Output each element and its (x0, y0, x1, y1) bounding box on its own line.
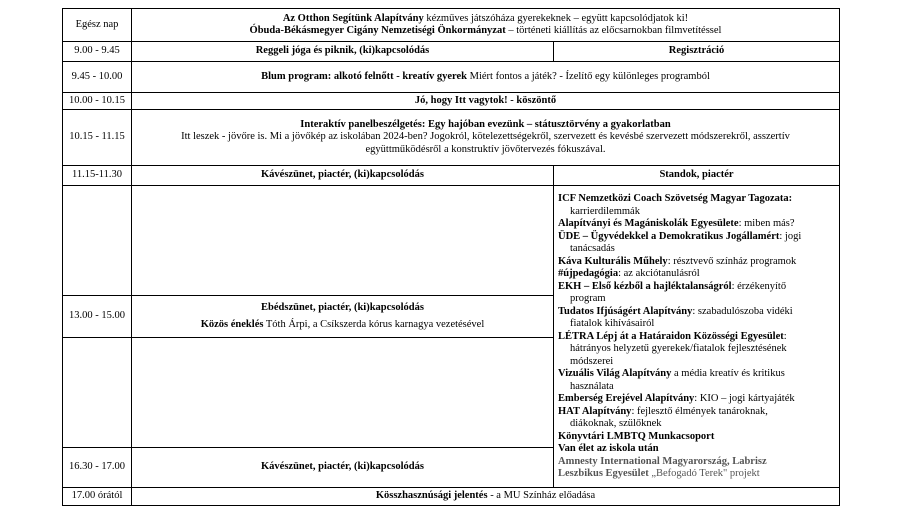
org-desc: kézműves játszóháza gyerekeknek – együtt kapcsolódjatok ki! (423, 12, 689, 24)
session-desc: Itt leszek - jövőre is. Mi a jövőkép az iskolában 2024-ben? Jogokról, kötelezettségekről, szervezett és kevésbé szervezett módszerekről, asszertív (181, 131, 790, 143)
workshop-list (132, 338, 554, 448)
workshop-label-cell (63, 338, 132, 448)
stand-name: Alapítványi és Magániskolák Egyesülete (558, 218, 739, 230)
stand-name: Van élet az iskola után (558, 443, 659, 455)
time-cell: Egész nap (63, 9, 132, 42)
session-title: Kávészünet, piactér, (ki)kapcsolódás (132, 448, 554, 488)
stand-desc: fiatalok kihívásairól (570, 318, 655, 330)
time-cell: 10.15 - 11.15 (63, 110, 132, 166)
session-subtitle: Közös éneklés (200, 318, 264, 330)
session-title: Reggeli jóga és piknik, (ki)kapcsolódás (132, 42, 554, 62)
time-cell: 16.30 - 17.00 (63, 448, 132, 488)
stand-desc: : érzékenyítő (731, 280, 787, 292)
org-desc: – történeti kiállítás az előcsarnokban filmvetítéssel (505, 25, 722, 36)
stand-name: LÉTRA Lépj át a Határaidon Közösségi Egyesület (558, 330, 784, 342)
stand-desc: tanácsadás (570, 243, 615, 255)
stand-name: #újpedagógia (558, 268, 619, 280)
stand-desc: : szabadulószoba vidéki (692, 305, 793, 317)
side-title: Regisztráció (554, 42, 840, 62)
stand-desc: a média kreatív és kritikus (671, 368, 785, 380)
org-name: Óbuda-Békásmegyer Cigány Nemzetiségi Önkormányzat (249, 25, 506, 36)
stand-desc: : az akciótanulásról (618, 268, 700, 280)
stand-name: ÜDE – Ügyvédekkel a Demokratikus Jogállamért (558, 230, 780, 242)
stand-desc: módszerei (570, 355, 614, 367)
workshop-label-cell (63, 186, 132, 296)
time-cell: 11.15-11.30 (63, 166, 132, 186)
stand-name: EKH – Első kézből a hajléktalanságról (558, 280, 732, 292)
stand-name: Könyvtári LMBTQ Munkacsoport (558, 430, 715, 442)
row-1700 (63, 488, 840, 506)
stand-name: Emberség Erejével Alapítvány (558, 393, 695, 405)
stand-name: Káva Kulturális Műhely (558, 255, 668, 267)
stand-desc: : (783, 330, 787, 342)
program-schedule (62, 8, 839, 506)
program-table (62, 8, 840, 506)
time-cell: 17.00 órától (63, 488, 132, 506)
stand-name: Vizuális Világ Alapítvány (558, 368, 672, 380)
stand-desc: hátrányos helyzetű gyerekek/fiatalok fejlesztésének (570, 343, 787, 355)
workshop-list (132, 186, 554, 296)
stand-desc: program (570, 293, 606, 305)
stand-desc: „Befogadó Terek" projekt (651, 468, 760, 480)
stand-name: ICF Nemzetközi Coach Szövetség Magyar Tagozata: (558, 193, 793, 205)
stand-desc: : résztvevő színház programok (667, 255, 797, 267)
time-cell: 13.00 - 15.00 (63, 296, 132, 338)
row-1015 (63, 110, 840, 166)
all-day-cell (132, 9, 840, 42)
stand-name: HAT Alapítvány (558, 405, 632, 417)
side-title: Standok, piactér (554, 166, 840, 186)
stand-desc: diákoknak, szülőknek (570, 418, 662, 430)
row-1115 (63, 166, 840, 186)
panel-cell (132, 110, 840, 166)
time-cell: 10.00 - 10.15 (63, 93, 132, 110)
stand-name: Tudatos Ifjúságért Alapítvány (558, 305, 693, 317)
stand-desc: : miben más? (738, 218, 795, 230)
time-cell: 9.00 - 9.45 (63, 42, 132, 62)
session-title: Interaktív panelbeszélgetés: Egy hajóban evezünk – státusztörvény a gyakorlatban (300, 118, 671, 130)
stand-desc: : fejlesztő élmények tanároknak, (631, 405, 768, 417)
session-desc: Tóth Árpi, a Csíkszerda kórus karnagya vezetésével (263, 318, 485, 330)
closing-cell (132, 488, 840, 506)
row-0945 (63, 62, 840, 93)
stand-desc: : KIO – jogi kártyajáték (694, 393, 795, 405)
stand-name: Amnesty International Magyarország, Labrisz (558, 455, 767, 467)
stand-desc: : jogi (779, 230, 802, 242)
stand-desc: használata (570, 380, 614, 392)
session-title: Jó, hogy Itt vagytok! - köszöntő (132, 93, 840, 110)
session-title: Kávészünet, piactér, (ki)kapcsolódás (132, 166, 554, 186)
stand-name: Leszbikus Egyesület (558, 468, 652, 480)
row-0900 (63, 42, 840, 62)
session-title: Blum program: alkotó felnőtt - kreatív gyerek (261, 70, 467, 82)
stands-list (554, 186, 840, 488)
session-desc: - a MU Színház előadása (487, 490, 596, 502)
session-title: Ebédszünet, piactér, (ki)kapcsolódás (261, 302, 424, 313)
session-cell (132, 62, 840, 93)
row-all-day (63, 9, 840, 42)
row-1000 (63, 93, 840, 110)
lunch-cell (132, 296, 554, 338)
org-name: Az Otthon Segítünk Alapítvány (282, 12, 424, 24)
session-desc: együttműködésről a konstruktív jövőtervezés fókuszával. (365, 143, 606, 155)
session-title: Kösszhasznúsági jelentés (375, 490, 488, 502)
time-cell: 9.45 - 10.00 (63, 62, 132, 93)
stand-desc: karrierdilemmák (570, 205, 640, 217)
session-desc: Miért fontos a játék? - Ízelítő egy különleges programból (467, 70, 710, 82)
row-workshop-1 (63, 186, 840, 296)
